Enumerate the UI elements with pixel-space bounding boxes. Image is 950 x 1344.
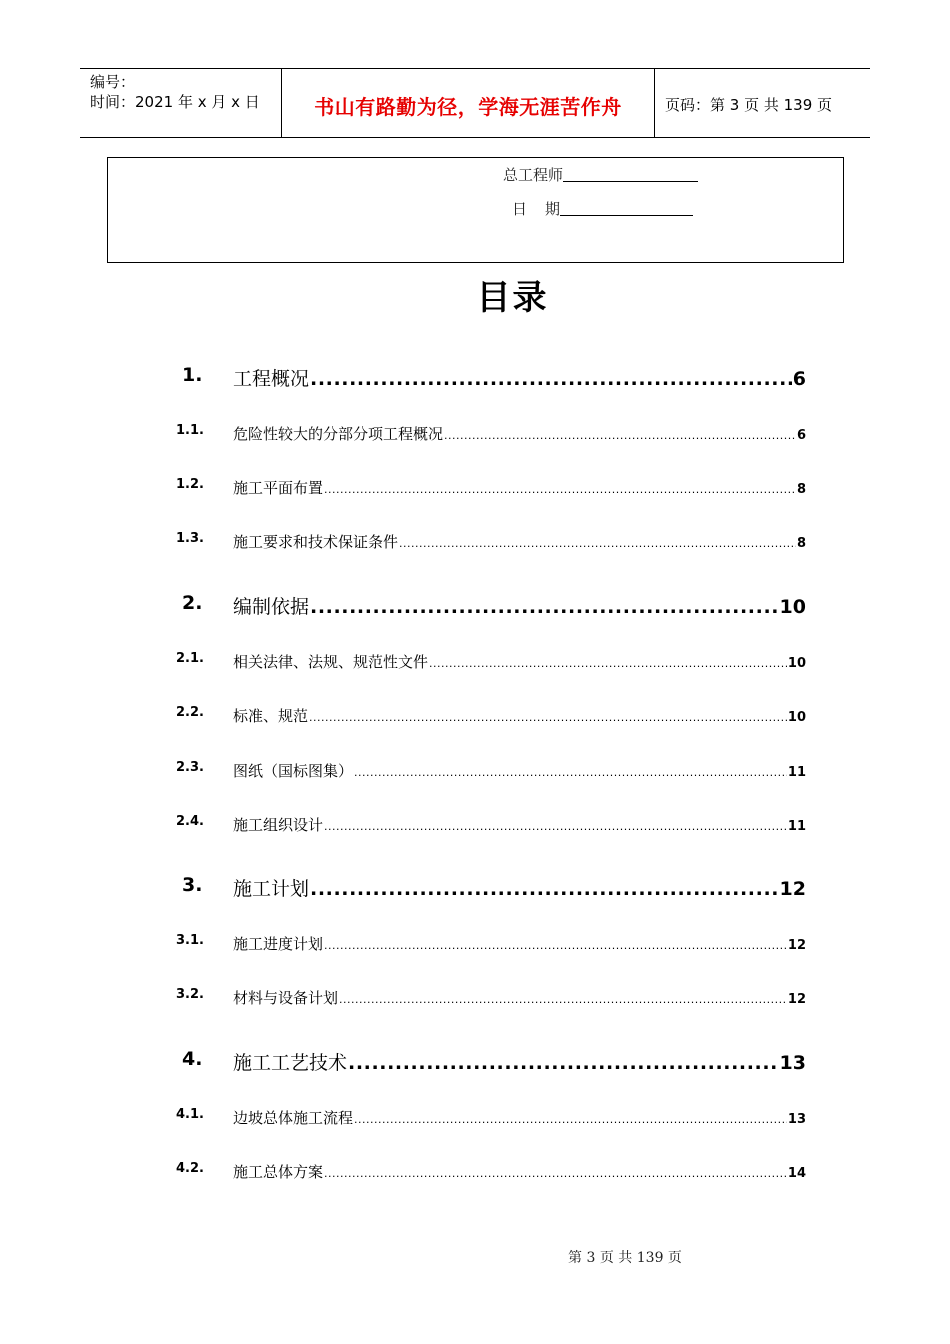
toc-section-entry[interactable]	[176, 477, 806, 498]
toc-entry-number: 3.	[182, 874, 203, 896]
chief-engineer-signature-line	[563, 166, 698, 182]
toc-entry-number: 2.3.	[176, 760, 204, 775]
toc-section-entry[interactable]	[176, 423, 806, 444]
toc-entry-number: 2.2.	[176, 705, 204, 720]
toc-chapter-entry[interactable]	[182, 592, 806, 619]
toc-entry-title: 施工总体方案	[233, 1163, 324, 1181]
toc-entry-title: 边坡总体施工流程	[233, 1109, 354, 1127]
toc-entry-title: 标准、规范	[233, 707, 309, 725]
toc-entry-title: 施工平面布置	[233, 479, 324, 497]
date-signature-line	[560, 200, 693, 216]
toc-dot-leader	[444, 429, 796, 442]
toc-entry-title: 施工组织设计	[233, 816, 324, 834]
toc-dot-leader	[324, 820, 787, 833]
toc-entry-page: 12	[779, 878, 806, 900]
toc-section-entry[interactable]	[176, 531, 806, 552]
toc-section-entry[interactable]	[176, 705, 806, 726]
header-motto-cell	[282, 69, 655, 137]
toc-chapter-entry[interactable]	[182, 1048, 806, 1075]
header-page-cell	[655, 69, 870, 137]
signature-box	[107, 157, 844, 263]
time-label: 时间：2021 年 x 月 x 日	[90, 93, 260, 111]
toc-entry-page: 11	[787, 765, 806, 780]
toc-section-entry[interactable]	[176, 933, 806, 954]
toc-entry-number: 1.3.	[176, 531, 204, 546]
toc-entry-page: 13	[787, 1112, 806, 1127]
toc-entry-page: 11	[787, 819, 806, 834]
toc-dot-leader	[354, 1113, 787, 1126]
toc-entry-title: 相关法律、法规、规范性文件	[233, 653, 429, 671]
number-label: 编号：	[90, 73, 136, 91]
toc-entry-title: 施工工艺技术	[233, 1052, 348, 1074]
toc-dot-leader	[354, 766, 787, 779]
toc-entry-number: 3.2.	[176, 987, 204, 1002]
toc-entry-page: 13	[779, 1052, 806, 1074]
page-info: 页码：第 3 页 共 139 页	[665, 96, 833, 114]
toc-entry-number: 2.	[182, 592, 203, 614]
chief-engineer-label: 总工程师	[503, 166, 564, 184]
toc-entry-title: 编制依据	[233, 596, 310, 618]
page-header	[80, 68, 870, 138]
date-label-1: 日	[512, 200, 528, 218]
toc-dot-leader	[324, 483, 796, 496]
toc-entry-page: 10	[779, 596, 806, 618]
toc-dot-leader	[339, 993, 787, 1006]
toc-entry-page: 6	[796, 428, 806, 443]
toc-section-entry[interactable]	[176, 760, 806, 781]
toc-entry-page: 6	[792, 368, 806, 390]
motto-text: 书山有路勤为径，学海无涯苦作舟	[314, 95, 622, 119]
toc-entry-number: 4.	[182, 1048, 203, 1070]
toc-entry-number: 2.4.	[176, 814, 204, 829]
toc-dot-leader	[429, 657, 787, 670]
toc-dot-leader	[324, 939, 787, 952]
toc-entry-title: 危险性较大的分部分项工程概况	[233, 425, 444, 443]
page-footer: 第 3 页 共 139 页	[568, 1250, 682, 1266]
toc-chapter-entry[interactable]	[182, 364, 806, 391]
toc-entry-page: 14	[787, 1166, 806, 1181]
toc-entry-title: 施工要求和技术保证条件	[233, 533, 399, 551]
toc-dot-leader	[310, 878, 779, 900]
toc-entry-title: 材料与设备计划	[233, 989, 339, 1007]
toc-entry-page: 8	[796, 536, 806, 551]
toc-entry-page: 12	[787, 938, 806, 953]
toc-entry-page: 12	[787, 992, 806, 1007]
toc-entry-number: 4.2.	[176, 1161, 204, 1176]
toc-section-entry[interactable]	[176, 1107, 806, 1128]
toc-entry-page: 8	[796, 482, 806, 497]
toc-dot-leader	[348, 1052, 779, 1074]
toc-dot-leader	[309, 711, 787, 724]
toc-entry-number: 1.2.	[176, 477, 204, 492]
date-row	[512, 198, 693, 219]
toc-entry-title: 图纸（国标图集）	[233, 762, 354, 780]
toc-entry-number: 1.	[182, 364, 203, 386]
chief-engineer-row	[503, 164, 698, 185]
toc-section-entry[interactable]	[176, 651, 806, 672]
toc-dot-leader	[310, 596, 779, 618]
toc-entry-page: 10	[787, 656, 806, 671]
toc-entry-number: 2.1.	[176, 651, 204, 666]
date-label-2: 期	[545, 200, 561, 218]
toc-section-entry[interactable]	[176, 1161, 806, 1182]
toc-title: 目录	[476, 278, 549, 318]
toc-section-entry[interactable]	[176, 987, 806, 1008]
toc-entry-number: 1.1.	[176, 423, 204, 438]
toc-dot-leader	[310, 368, 792, 390]
toc-chapter-entry[interactable]	[182, 874, 806, 901]
toc-section-entry[interactable]	[176, 814, 806, 835]
toc-entry-title: 施工进度计划	[233, 935, 324, 953]
toc-entry-title: 工程概况	[233, 368, 310, 390]
toc-dot-leader	[399, 537, 796, 550]
toc-entry-number: 4.1.	[176, 1107, 204, 1122]
toc-entry-title: 施工计划	[233, 878, 310, 900]
header-meta-cell	[80, 69, 282, 137]
toc-dot-leader	[324, 1167, 787, 1180]
toc-entry-page: 10	[787, 710, 806, 725]
toc-entry-number: 3.1.	[176, 933, 204, 948]
